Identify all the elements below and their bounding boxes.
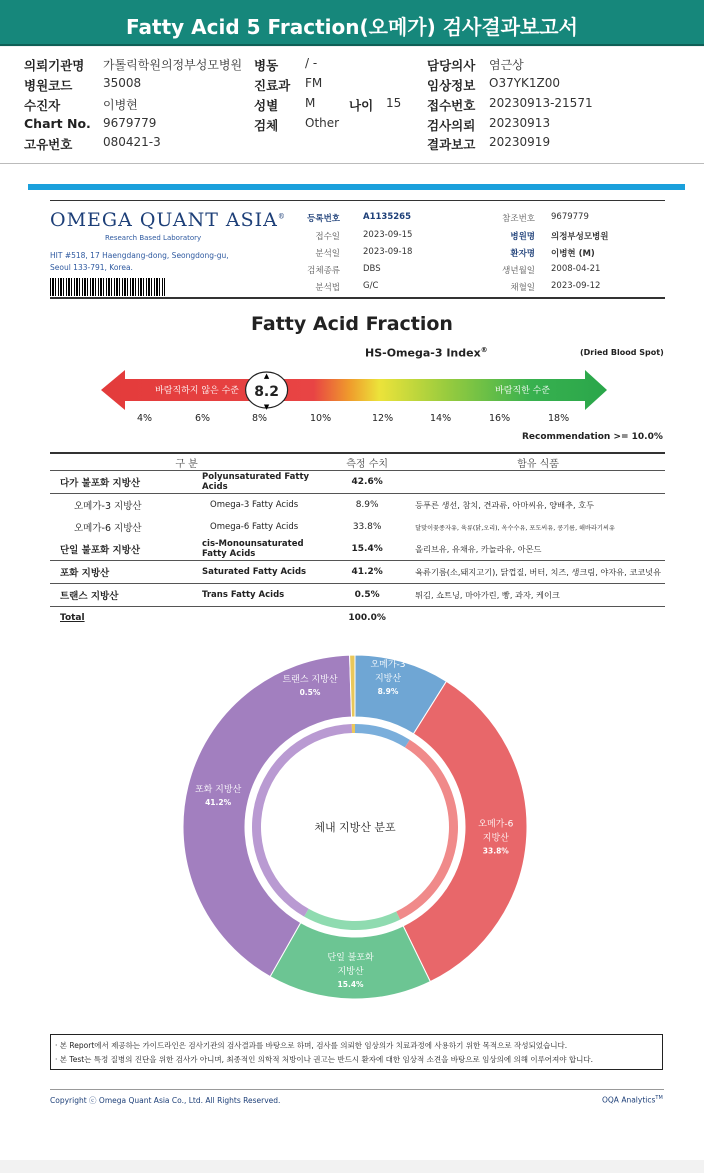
table-total-row xyxy=(50,607,665,630)
value-chart-no: 9679779 xyxy=(103,116,157,130)
disclaimer-box xyxy=(50,1034,663,1070)
fatty-acid-donut-chart xyxy=(170,655,540,1000)
slice-label: 트랜스 지방산 xyxy=(282,675,338,685)
header-divider xyxy=(0,44,704,46)
row-food: 달맞이꽃종자유, 육류(닭,오리), 옥수수유, 포도씨유, 콩기름, 해바라기씨유 xyxy=(415,524,615,532)
meta-analyzed-value: 2023-09-18 xyxy=(363,247,413,257)
label-hospital-code: 병원코드 xyxy=(24,78,73,93)
row-food: 등푸른 생선, 참치, 견과류, 아마씨유, 양배추, 호두 xyxy=(415,499,595,510)
table-row xyxy=(50,561,665,584)
value-doctor: 염근상 xyxy=(489,58,524,72)
row-value: 15.4% xyxy=(351,544,383,554)
value-age: 15 xyxy=(386,96,402,110)
marker-tick-bottom: ▼ xyxy=(263,403,270,411)
meta-collection-label: 채혈일 xyxy=(510,283,535,293)
slice-value: 33.8% xyxy=(482,846,509,856)
meta-hospital-label: 병원명 xyxy=(510,232,535,242)
recommendation: Recommendation >= 10.0% xyxy=(522,432,663,442)
slice-value: 0.5% xyxy=(299,688,321,697)
disclaimer-line-1: · 본 Report에서 제공하는 가이드라인은 검사기관의 검사결과를 바탕으로 하며, 검사를 의뢰한 임상의가 치료과정에 사용하기 위한 목적으로 작성되었습니다. xyxy=(55,1041,568,1050)
total-value: 100.0% xyxy=(348,613,386,623)
label-report-date: 결과보고 xyxy=(427,137,476,152)
col-value: 측정 수치 xyxy=(323,453,411,471)
meta-received-value: 2023-09-15 xyxy=(363,230,413,240)
accent-bar xyxy=(28,184,685,190)
lab-address xyxy=(50,250,250,274)
slice-value: 41.2% xyxy=(205,798,232,808)
col-category: 구 분 xyxy=(50,453,323,471)
label-ward: 병동 xyxy=(254,58,279,73)
label-specimen: 검체 xyxy=(254,118,279,133)
row-value: 0.5% xyxy=(354,590,380,600)
slice-label: 단일 불포화 xyxy=(327,952,374,963)
table-row xyxy=(50,494,665,517)
row-korean-name: 오메가-3 지방산 xyxy=(74,501,142,512)
row-value: 42.6% xyxy=(351,477,383,487)
row-korean-name: 트랜스 지방산 xyxy=(60,591,119,602)
meta-reg-no-label: 등록번호 xyxy=(307,214,340,224)
lab-address-line2: Seoul 133-791, Korea. xyxy=(50,263,133,272)
value-report-date: 20230919 xyxy=(489,135,551,149)
row-food xyxy=(411,471,665,494)
value-unique-no: 080421-3 xyxy=(103,135,161,149)
copyright: Copyright ⓒ Omega Quant Asia Co., Ltd. All Rights Reserved. xyxy=(50,1096,281,1105)
meta-reg-no-value: A1135265 xyxy=(363,212,411,222)
value-request-date: 20230913 xyxy=(489,116,551,130)
tick-12: 12% xyxy=(372,413,394,424)
donut-inner-slice xyxy=(352,724,355,733)
donut-center-title: 체내 지방산 분포 xyxy=(314,821,396,834)
meta-ref-no-value: 9679779 xyxy=(551,212,589,222)
lab-logo: OMEGA QUANT ASIA® xyxy=(50,209,286,231)
table-row xyxy=(50,584,665,607)
label-chart-no: Chart No. xyxy=(24,116,91,131)
gauge-right-label: 바람직한 수준 xyxy=(495,386,551,396)
index-subtitle: HS-Omega-3 Index® xyxy=(365,346,488,360)
slice-label: 지방산 xyxy=(337,966,364,977)
total-label: Total xyxy=(60,613,85,623)
section-title: Fatty Acid Fraction xyxy=(251,313,453,335)
meta-method-label: 분석법 xyxy=(315,283,340,293)
value-sex: M xyxy=(305,96,316,110)
meta-specimen-value: DBS xyxy=(363,264,381,274)
tick-14: 14% xyxy=(430,413,452,424)
label-department: 진료과 xyxy=(254,78,291,93)
meta-received-label: 접수일 xyxy=(315,232,340,242)
disclaimer-line-2: · 본 Test는 특정 질병의 진단을 위한 검사가 아니며, 최종적인 의학적 처방이나 권고는 반드시 환자에 대한 임상적 소견을 바탕으로 임상의에 의해 이루어져야 합니다. xyxy=(55,1055,594,1064)
meta-ref-no-label: 참조번호 xyxy=(502,214,535,224)
tick-16: 16% xyxy=(489,413,511,424)
meta-patient-value: 이병현 (M) xyxy=(551,249,595,259)
tick-4: 4% xyxy=(137,413,153,424)
footer-rule xyxy=(50,1089,664,1090)
index-value: 8.2 xyxy=(254,384,280,400)
donut-slice xyxy=(403,681,527,981)
label-patient: 수진자 xyxy=(24,98,61,113)
label-doctor: 담당의사 xyxy=(427,58,476,73)
slice-label: 지방산 xyxy=(482,833,509,844)
row-value: 41.2% xyxy=(351,567,383,577)
row-food: 튀김, 쇼트닝, 마아가린, 빵, 과자, 케이크 xyxy=(415,589,560,600)
report-title: Fatty Acid 5 Fraction(오메가) 검사결과보고서 xyxy=(0,0,704,46)
value-institution: 가톨릭학원의정부성모병원 xyxy=(103,58,243,72)
value-specimen: Other xyxy=(305,116,340,130)
row-english-name: Trans Fatty Acids xyxy=(202,590,285,600)
col-food: 함유 식품 xyxy=(411,453,665,471)
slice-label: 지방산 xyxy=(374,674,402,684)
donut-inner-slice xyxy=(304,909,400,930)
label-unique-no: 고유번호 xyxy=(24,137,73,152)
meta-analyzed-label: 분석일 xyxy=(315,249,340,259)
row-korean-name: 오메가-6 지방산 xyxy=(74,523,142,534)
row-food: 육류기름(소,돼지고기), 닭껍질, 버터, 치즈, 생크림, 야자유, 코코넛유 xyxy=(415,566,661,577)
row-english-name: Omega-6 Fatty Acids xyxy=(210,522,299,532)
table-row xyxy=(50,516,665,538)
row-value: 33.8% xyxy=(352,522,382,532)
row-korean-name: 포화 지방산 xyxy=(60,568,110,579)
tick-18: 18% xyxy=(548,413,570,424)
meta-specimen-label: 검체종류 xyxy=(307,266,340,276)
marker-tick-top: ▲ xyxy=(263,372,270,380)
slice-label: 포화 지방산 xyxy=(194,785,242,796)
lab-header-top-rule xyxy=(50,200,665,201)
value-department: FM xyxy=(305,76,323,90)
lab-address-line1: HIT #518, 17 Haengdang-dong, Seongdong-gu, xyxy=(50,251,229,260)
table-row xyxy=(50,538,665,561)
meta-patient-label: 환자명 xyxy=(510,249,535,259)
row-english-name: Polyunsaturated Fatty Acids xyxy=(202,472,310,492)
row-english-name: Saturated Fatty Acids xyxy=(202,567,307,577)
value-patient: 이병현 xyxy=(103,98,138,112)
gauge-ticks xyxy=(0,413,704,427)
omega-index-gauge xyxy=(95,366,615,416)
meta-birth-label: 생년월일 xyxy=(502,266,535,276)
row-english-name: cis-Monounsaturated Fatty Acids xyxy=(202,539,304,559)
barcode xyxy=(50,278,165,296)
slice-label: 오메가-6 xyxy=(478,819,514,830)
meta-birth-value: 2008-04-21 xyxy=(551,264,601,274)
tick-8: 8% xyxy=(252,413,268,424)
meta-hospital-value: 의정부성모병원 xyxy=(551,232,609,242)
value-ward: / - xyxy=(305,56,318,70)
label-sex: 성별 xyxy=(254,98,279,113)
meta-method-value: G/C xyxy=(363,281,379,291)
tick-6: 6% xyxy=(195,413,211,424)
footer-brand: OQA Analytics™ xyxy=(602,1095,663,1105)
value-hospital-code: 35008 xyxy=(103,76,142,90)
slice-value: 8.9% xyxy=(377,687,399,696)
lab-header-rule xyxy=(50,297,665,299)
value-receipt-no: 20230913-21571 xyxy=(489,96,593,110)
slice-label: 오메가-3 xyxy=(370,660,406,670)
label-request-date: 검사의뢰 xyxy=(427,118,476,133)
value-clinical-info: O37YK1Z00 xyxy=(489,76,561,90)
patient-info-block xyxy=(0,47,704,165)
tick-10: 10% xyxy=(310,413,332,424)
label-clinical-info: 임상정보 xyxy=(427,78,476,93)
donut-slice xyxy=(183,655,352,976)
row-food: 올리브유, 유채유, 카놀라유, 아몬드 xyxy=(415,543,542,554)
table-row xyxy=(50,471,665,494)
info-divider xyxy=(0,163,704,164)
lab-tagline: Research Based Laboratory xyxy=(105,234,202,242)
row-english-name: Omega-3 Fatty Acids xyxy=(210,500,299,510)
label-age: 나이 xyxy=(349,98,374,113)
row-value: 8.9% xyxy=(355,500,379,510)
slice-value: 15.4% xyxy=(337,979,364,989)
label-institution: 의뢰기관명 xyxy=(24,58,85,73)
fatty-acid-table xyxy=(50,452,665,629)
specimen-note: (Dried Blood Spot) xyxy=(580,348,664,357)
row-korean-name: 다가 불포화 지방산 xyxy=(60,478,141,489)
gauge-left-label: 바람직하지 않은 수준 xyxy=(155,386,239,396)
label-receipt-no: 접수번호 xyxy=(427,98,476,113)
row-korean-name: 단일 불포화 지방산 xyxy=(60,545,141,556)
meta-collection-value: 2023-09-12 xyxy=(551,281,601,291)
